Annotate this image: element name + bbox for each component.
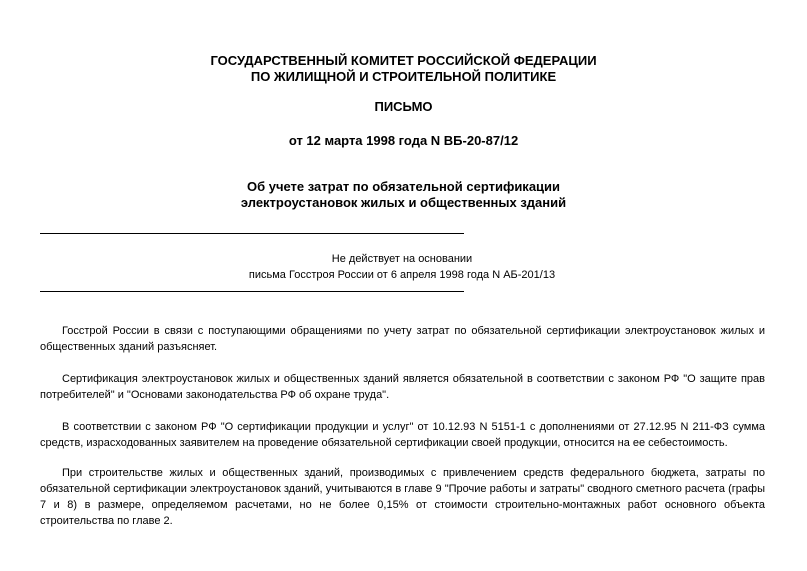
- document-subject: [0, 179, 807, 211]
- subject-line-2: электроустановок жилых и общественных зданий: [240, 195, 567, 210]
- document-type: ПИСЬМО: [374, 99, 433, 114]
- top-divider: [40, 233, 464, 234]
- document-date-number: от 12 марта 1998 года N ВБ-20-87/12: [288, 133, 519, 148]
- body-paragraph-2: Сертификация электроустановок жилых и общественных зданий является обязательной в соответствии с законом РФ "О защите прав потребителей" и "Основами законодательства РФ об охране труда".: [40, 373, 765, 401]
- body-paragraph-1: Госстрой России в связи с поступающими обращениями по учету затрат по обязательной сертификации электроустановок жилых и общественных зданий разъясняет.: [40, 325, 765, 353]
- subject-line-1: Об учете затрат по обязательной сертификации: [246, 179, 561, 194]
- bottom-divider: [40, 291, 464, 292]
- status-note-line-1: Не действует на основании: [331, 253, 473, 265]
- issuing-authority: [0, 53, 807, 85]
- status-note: [200, 251, 604, 283]
- status-note-line-2: письма Госстроя России от 6 апреля 1998 года N АБ-201/13: [248, 269, 556, 281]
- body-paragraph-4: При строительстве жилых и общественных зданий, производимых с привлечением средств федерального бюджета, затраты по обязательной сертификации электроустановок зданий, учитываются в главе 9 "Прочие работы и затраты" сводного сметного расчета (графы 7 и 8) в размере, определяемом расчетами, но не более 0,15% от стоимости строительно-монтажных работ основного объекта строительства по главе 2.: [40, 467, 765, 527]
- authority-line-1: ГОСУДАРСТВЕННЫЙ КОМИТЕТ РОССИЙСКОЙ ФЕДЕРАЦИИ: [210, 53, 597, 68]
- authority-line-2: ПО ЖИЛИЩНОЙ И СТРОИТЕЛЬНОЙ ПОЛИТИКЕ: [250, 69, 557, 84]
- body-paragraph-3: В соответствии с законом РФ "О сертификации продукции и услуг" от 10.12.93 N 5151-1 с дополнениями от 27.12.95 N 211-ФЗ сумма средств, израсходованных заявителем на проведение обязательной сертификации своей продукции, относится на ее себестоимость.: [40, 421, 765, 449]
